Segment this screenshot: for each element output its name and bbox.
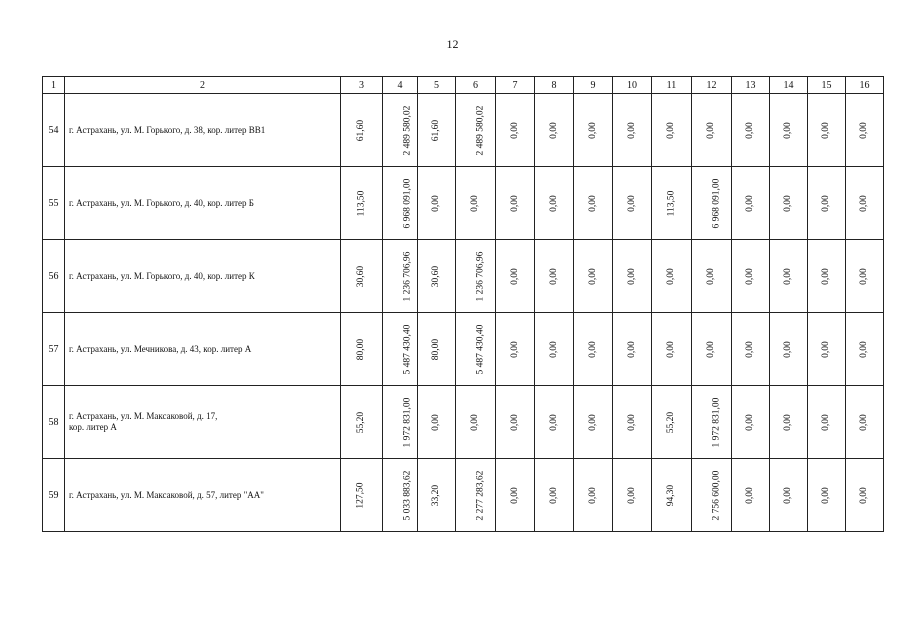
table-row [43,94,884,167]
cell-value: 0,00 [745,268,755,285]
cell-value: 0,00 [509,122,520,139]
cell-value: 5 487 430,40 [475,324,486,375]
cell-value: 0,00 [470,414,480,431]
column-header: 12 [692,77,732,94]
table-row [43,386,884,459]
cell-value: 0,00 [745,414,755,431]
cell-value: 0,00 [626,122,637,139]
cell-value: 0,00 [859,414,869,431]
column-header: 7 [496,77,535,94]
cell-value: 0,00 [548,341,559,358]
cell-value: 0,00 [821,487,831,504]
cell-value: 0,00 [821,268,831,285]
cell-value: 2 756 600,00 [711,470,722,521]
column-header: 9 [574,77,613,94]
column-header: 6 [456,77,496,94]
header-row [43,77,884,94]
cell-value: 1 972 831,00 [402,397,413,448]
cell-value: 0,00 [783,195,793,212]
cell-value: 0,00 [626,341,637,358]
cell-value: 0,00 [745,487,755,504]
cell-value: 1 972 831,00 [711,397,722,448]
cell-value: 0,00 [706,341,716,358]
address-line: г. Астрахань, ул. М. Максаковой, д. 17, [69,411,218,421]
page-number: 12 [446,37,459,51]
cell-value: 113,50 [356,190,366,217]
cell-value: 113,50 [666,190,676,217]
cell-value: 2 489 580,02 [475,105,486,156]
cell-value: 0,00 [783,414,793,431]
cell-value: 0,00 [706,122,716,139]
address-cell: г. Астрахань, ул. Мечникова, д. 43, кор. литер А [65,313,341,386]
cell-value: 5 487 430,40 [402,324,413,375]
cell-value: 0,00 [706,268,716,285]
cell-value: 0,00 [626,414,637,431]
cell-value: 0,00 [859,487,869,504]
cell-value: 2 277 283,62 [475,470,486,521]
cell-value: 0,00 [745,122,755,139]
cell-value: 0,00 [548,414,559,431]
cell-value: 5 033 883,62 [402,470,413,521]
cell-value: 0,00 [548,122,559,139]
cell-value: 0,00 [783,122,793,139]
cell-value: 0,00 [821,414,831,431]
cell-value: 0,00 [626,268,637,285]
cell-value: 0,00 [626,195,637,212]
table-row [43,167,884,240]
cell-value: 2 489 580,02 [402,105,413,156]
column-header: 2 [65,77,341,94]
cell-value: 0,00 [745,341,755,358]
cell-value: 0,00 [666,122,676,139]
cell-value: 0,00 [509,195,520,212]
address-cell: г. Астрахань, ул. М. Горького, д. 38, кор. литер ВВ1 [65,94,341,167]
row-number: 55 [43,167,65,240]
cell-value: 0,00 [821,341,831,358]
column-header: 10 [613,77,652,94]
cell-value: 0,00 [859,195,869,212]
column-header: 14 [770,77,808,94]
row-number: 56 [43,240,65,313]
cell-value: 0,00 [548,268,559,285]
cell-value: 0,00 [666,341,676,358]
cell-value: 0,00 [626,487,637,504]
cell-value: 80,00 [356,338,366,361]
cell-value: 127,50 [356,482,366,509]
cell-value: 0,00 [666,268,676,285]
cell-value: 0,00 [509,414,520,431]
cell-value: 0,00 [431,195,441,212]
cell-value: 30,60 [356,265,366,288]
cell-value: 6 968 091,00 [711,178,722,229]
cell-value: 55,20 [356,411,366,434]
row-number: 58 [43,386,65,459]
cell-value: 0,00 [821,122,831,139]
cell-value: 0,00 [587,414,598,431]
cell-value: 1 236 706,96 [402,251,413,302]
cell-value: 0,00 [509,268,520,285]
address-cell: г. Астрахань, ул. М. Горького, д. 40, кор. литер Б [65,167,341,240]
cell-value: 0,00 [783,487,793,504]
row-number: 54 [43,94,65,167]
cell-value: 0,00 [548,487,559,504]
cell-value: 0,00 [587,487,598,504]
column-header: 11 [652,77,692,94]
cell-value: 61,60 [431,119,441,142]
property-table [42,76,884,532]
table-row [43,240,884,313]
cell-value: 0,00 [587,341,598,358]
cell-value: 30,60 [431,265,441,288]
address-cell [65,386,341,459]
cell-value: 0,00 [431,414,441,431]
cell-value: 0,00 [587,122,598,139]
cell-value: 0,00 [587,268,598,285]
cell-value: 0,00 [821,195,831,212]
cell-value: 0,00 [548,195,559,212]
cell-value: 0,00 [783,268,793,285]
column-header: 13 [732,77,770,94]
column-header: 1 [43,77,65,94]
column-header: 16 [846,77,884,94]
address-cell: г. Астрахань, ул. М. Максаковой, д. 57, литер "АА" [65,459,341,532]
table-row [43,459,884,532]
row-number: 59 [43,459,65,532]
address-cell: г. Астрахань, ул. М. Горького, д. 40, кор. литер К [65,240,341,313]
cell-value: 33,20 [431,484,441,507]
cell-value: 55,20 [666,411,676,434]
cell-value: 0,00 [509,341,520,358]
cell-value: 0,00 [859,341,869,358]
cell-value: 61,60 [356,119,366,142]
table-row [43,313,884,386]
cell-value: 0,00 [783,341,793,358]
cell-value: 6 968 091,00 [402,178,413,229]
cell-value: 0,00 [509,487,520,504]
cell-value: 94,30 [666,484,676,507]
column-header: 8 [535,77,574,94]
column-header: 5 [418,77,456,94]
cell-value: 80,00 [431,338,441,361]
cell-value: 0,00 [745,195,755,212]
cell-value: 1 236 706,96 [475,251,486,302]
cell-value: 0,00 [859,122,869,139]
row-number: 57 [43,313,65,386]
cell-value: 0,00 [859,268,869,285]
column-header: 15 [808,77,846,94]
cell-value: 0,00 [470,195,480,212]
address-line: кор. литер А [69,422,117,432]
column-header: 4 [383,77,418,94]
cell-value: 0,00 [587,195,598,212]
column-header: 3 [341,77,383,94]
